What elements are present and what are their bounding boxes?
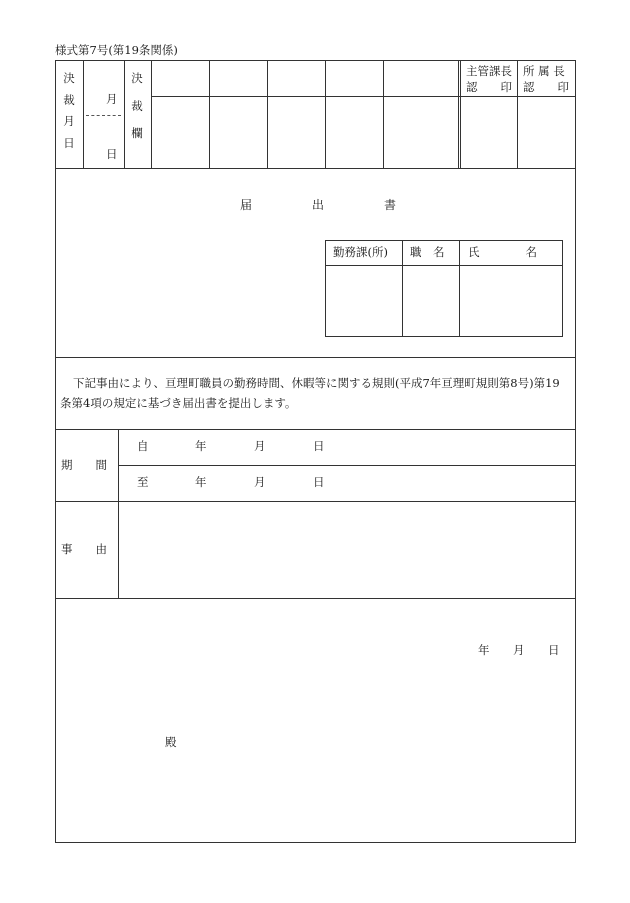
approval-vline xyxy=(325,60,326,168)
approval-vline xyxy=(209,60,210,168)
chief-stamp-label-2: 認 印 xyxy=(466,80,512,94)
reason-label: 事 由 xyxy=(61,542,107,556)
period-to-day: 日 xyxy=(313,475,325,489)
statement-line-1: 下記事由により、亘理町職員の勤務時間、休暇等に関する規則(平成7年亘理町規則第8号)第19 xyxy=(73,376,560,390)
statement-line-2: 条第4項の規定に基づき届出書を提出します。 xyxy=(60,396,297,410)
period-from-month: 月 xyxy=(254,439,266,453)
approval-vline xyxy=(267,60,268,168)
approval-decision-label: 決 裁 欄 xyxy=(131,71,143,140)
footer-month: 月 xyxy=(513,643,525,657)
approval-month-label: 月 xyxy=(106,92,118,106)
period-to-month: 月 xyxy=(254,475,266,489)
position-field[interactable] xyxy=(403,266,458,336)
dept-field[interactable] xyxy=(326,266,401,336)
divider-period-mid xyxy=(118,465,576,466)
period-from-label: 自 xyxy=(137,439,149,453)
divider-title xyxy=(55,357,576,358)
period-label: 期 間 xyxy=(61,458,107,472)
approval-vline xyxy=(383,60,384,168)
approval-day-label: 日 xyxy=(106,147,118,161)
footer-day: 日 xyxy=(548,643,560,657)
name-header: 氏 名 xyxy=(468,245,537,259)
reason-field[interactable] xyxy=(120,503,574,597)
period-to-year: 年 xyxy=(195,475,207,489)
divider-statement xyxy=(55,429,576,430)
approval-vline xyxy=(460,60,461,168)
period-from-year: 年 xyxy=(195,439,207,453)
approval-vline xyxy=(124,60,125,168)
approval-header-line xyxy=(151,96,576,97)
addressee-suffix: 殿 xyxy=(165,735,177,749)
chief-stamp-label: 主管課長 xyxy=(466,64,512,78)
period-to-label: 至 xyxy=(137,475,149,489)
dept-header: 勤務課(所) xyxy=(333,245,388,259)
approval-vline xyxy=(151,60,152,168)
approval-vline xyxy=(458,60,459,168)
footer-year: 年 xyxy=(478,643,490,657)
office-head-stamp-label-2: 認 印 xyxy=(523,80,569,94)
divider-period xyxy=(55,501,576,502)
approval-vline xyxy=(517,60,518,168)
name-field[interactable] xyxy=(460,266,562,336)
form-label: 様式第7号(第19条関係) xyxy=(55,43,178,57)
approval-date-label: 決 裁 月 日 xyxy=(63,71,75,150)
period-label-vline xyxy=(118,429,119,598)
divider-approval xyxy=(55,168,576,169)
approval-date-dash xyxy=(86,115,121,116)
office-head-stamp-label: 所 属 長 xyxy=(523,64,565,78)
period-from-day: 日 xyxy=(313,439,325,453)
document-title: 届 出 書 xyxy=(240,198,397,212)
position-header: 職 名 xyxy=(410,245,445,259)
divider-reason xyxy=(55,598,576,599)
approval-vline xyxy=(83,60,84,168)
